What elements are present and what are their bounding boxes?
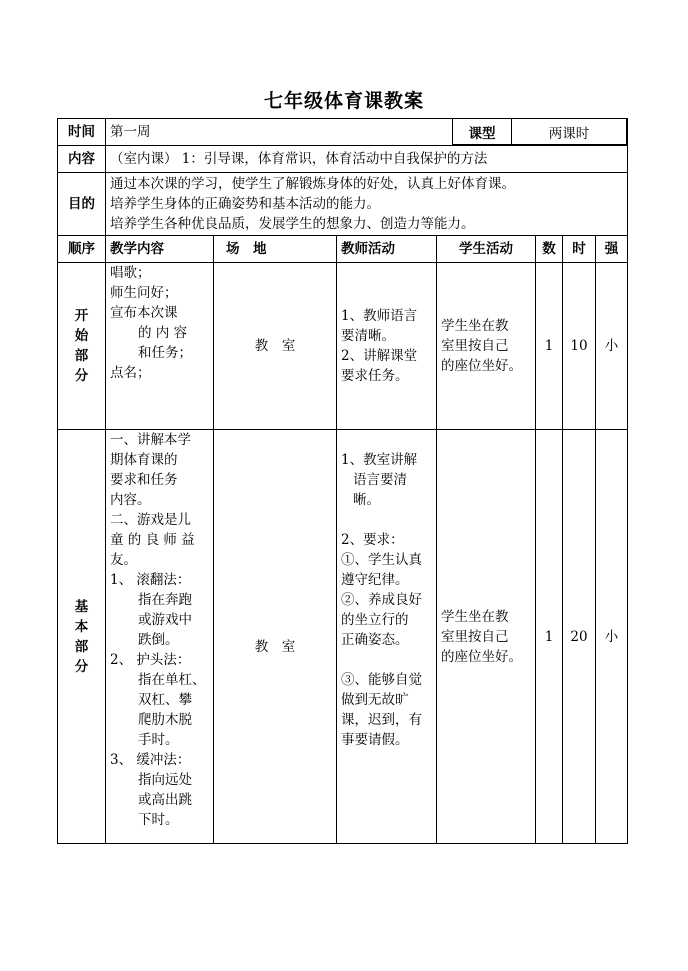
teacher-line: 要清晰。 (341, 328, 395, 344)
section-label-char: 部 (74, 638, 89, 655)
student-line: 的座位坐好。 (441, 358, 522, 374)
section-count: 1 (536, 263, 563, 430)
teacher-line: 的坐立行的 (341, 612, 409, 628)
teacher-line: ②、养成良好 (341, 592, 422, 608)
content-line: 点名； (110, 365, 151, 381)
section-content (106, 263, 214, 430)
content-line: 二、游戏是儿 (110, 512, 191, 528)
section-label-char: 始 (74, 328, 89, 344)
content-line: 唱歌； (110, 265, 151, 281)
content-line: 下时。 (138, 812, 179, 828)
section-time: 10 (563, 263, 596, 430)
goal-row (58, 173, 628, 236)
teacher-line: 正确姿态。 (341, 632, 409, 648)
type-label: 课型 (452, 118, 512, 145)
content-value: （室内课） 1：引导课，体育常识，体育活动中自我保护的方法 (106, 146, 628, 173)
section-start (58, 263, 628, 430)
section-label-char: 开 (74, 308, 89, 324)
goal-list (106, 173, 628, 236)
section-label-char: 分 (74, 658, 89, 675)
teacher-line: ①、学生认真 (341, 552, 422, 568)
content-line: 2、 护头法： (110, 652, 191, 668)
content-line: 指在单杠、 (138, 672, 206, 688)
section-label-char: 本 (74, 618, 89, 635)
section-label-char: 分 (74, 368, 89, 384)
content-line: 童 的 良 师 益 (110, 532, 195, 548)
col-order: 顺序 (58, 236, 106, 263)
teacher-line: 2、讲解课堂 (341, 348, 418, 364)
section-venue: 教 室 (214, 263, 337, 430)
goal-item: 通过本次课的学习，使学生了解锻炼身体的好处，认真上好体育课。 (110, 176, 515, 192)
lesson-plan-table (57, 118, 628, 844)
content-line: 宣布本次课 (110, 305, 178, 321)
page-title: 七年级体育课教案 (263, 90, 424, 112)
teacher-line: 2、要求： (341, 532, 404, 548)
section-venue: 教 室 (214, 430, 337, 844)
section-label (58, 430, 106, 844)
time-label: 时间 (58, 119, 106, 146)
content-line: 爬肋木脱 (138, 712, 192, 728)
student-line: 的座位坐好。 (441, 648, 522, 665)
content-label: 内容 (58, 146, 106, 173)
content-row (58, 146, 628, 173)
spacer (341, 510, 432, 530)
section-time: 20 (563, 430, 596, 844)
section-basic (58, 430, 628, 844)
student-line: 学生坐在教 (441, 318, 509, 334)
goal-item: 培养学生各种优良品质，发展学生的想象力、创造力等能力。 (110, 216, 475, 232)
content-line: 手时。 (138, 732, 179, 748)
col-student: 学生活动 (437, 236, 536, 263)
column-header-row (58, 236, 628, 263)
col-teacher: 教师活动 (337, 236, 437, 263)
content-line: 跌倒。 (138, 632, 179, 648)
content-line: 双杠、攀 (138, 692, 192, 708)
content-line: 一、讲解本学 (110, 432, 191, 448)
teacher-line: ③、能够自觉 (341, 672, 422, 688)
teacher-line: 晰。 (353, 492, 380, 508)
goal-item: 培养学生身体的正确姿势和基本活动的能力。 (110, 196, 380, 212)
content-line: 内容。 (110, 492, 151, 508)
section-intensity: 小 (596, 263, 628, 430)
section-student (437, 430, 536, 844)
content-line: 友。 (110, 552, 137, 568)
content-line: 师生问好； (110, 285, 178, 301)
teacher-line: 做到无故旷 (341, 692, 409, 708)
section-teacher (337, 263, 437, 430)
section-label-char: 基 (74, 598, 89, 615)
teacher-line: 课，迟到，有 (341, 712, 422, 728)
teacher-line: 语言要清 (353, 472, 407, 488)
col-time: 时 (563, 236, 596, 263)
section-intensity: 小 (596, 430, 628, 844)
content-line: 要求和任务 (110, 472, 178, 488)
content-line: 1、 滚翻法： (110, 572, 191, 588)
section-label (58, 263, 106, 430)
spacer (341, 650, 432, 670)
content-line: 指在奔跑 (138, 592, 192, 608)
teacher-line: 遵守纪律。 (341, 572, 409, 588)
content-line: 指向远处 (138, 772, 192, 788)
teacher-line: 事要请假。 (341, 732, 409, 748)
section-count: 1 (536, 430, 563, 844)
content-line: 或游戏中 (138, 612, 192, 628)
teacher-line: 1、教师语言 (341, 308, 418, 324)
section-content (106, 430, 214, 844)
section-label-char: 部 (74, 348, 89, 364)
student-line: 室里按自己 (441, 628, 509, 645)
type-value: 两课时 (511, 118, 627, 145)
time-value: 第一周 (106, 119, 536, 146)
content-line: 期体育课的 (110, 452, 178, 468)
student-line: 学生坐在教 (441, 608, 509, 625)
content-line: 的 内 容 (138, 325, 188, 341)
teacher-line: 1、教室讲解 (341, 452, 418, 468)
teacher-line: 要求任务。 (341, 368, 409, 384)
col-intensity: 强 (596, 236, 628, 263)
content-line: 和任务； (138, 345, 192, 361)
section-student (437, 263, 536, 430)
content-line: 3、 缓冲法： (110, 752, 191, 768)
student-line: 室里按自己 (441, 338, 509, 354)
col-content: 教学内容 (106, 236, 214, 263)
col-count: 数 (536, 236, 563, 263)
col-venue: 场 地 (214, 236, 337, 263)
content-line: 或高出跳 (138, 792, 192, 808)
goal-label: 目的 (58, 173, 106, 236)
section-teacher (337, 430, 437, 844)
